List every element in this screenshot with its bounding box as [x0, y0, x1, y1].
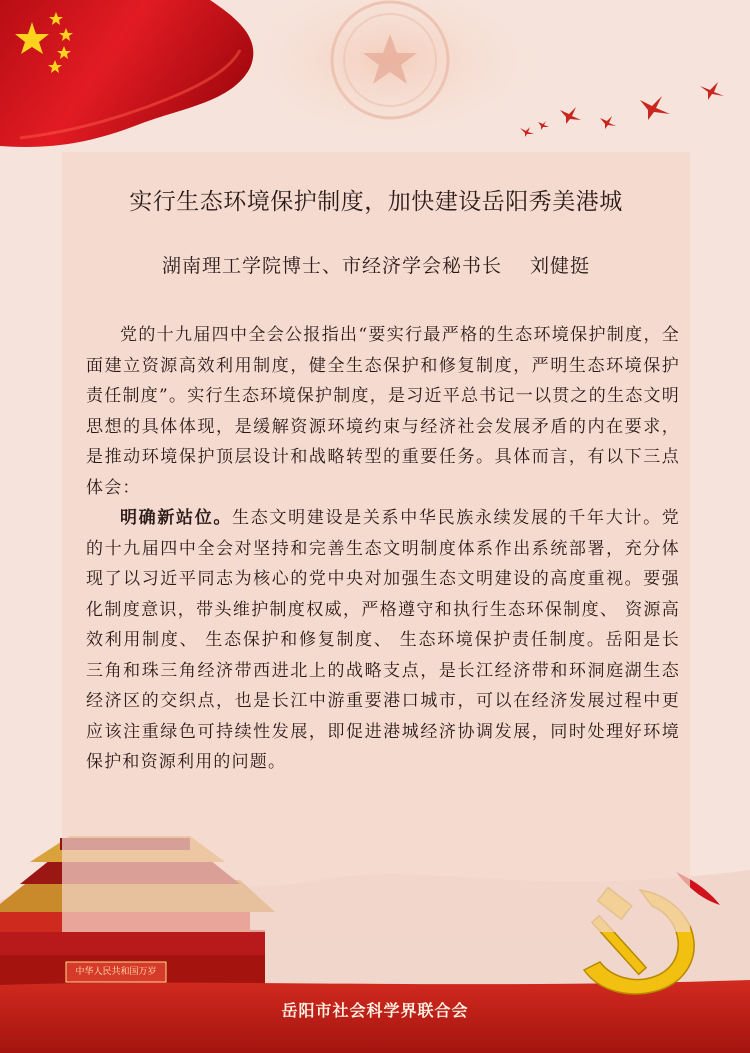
article-body: [86, 320, 680, 778]
author-line: [62, 251, 690, 278]
gate-plaque: 中华人民共和国万岁: [75, 967, 157, 977]
article-title: 实行生态环境保护制度，加快建设岳阳秀美港城: [129, 189, 623, 215]
author-name: 刘健挺: [530, 255, 591, 277]
paragraph-lead: 明确新站位。: [120, 508, 233, 528]
paragraph-new-position: [86, 503, 680, 778]
flying-doves: [520, 82, 724, 137]
paragraph-intro: 党的十九届四中全会公报指出“要实行最严格的生态环境保护制度，全面建立资源高效利用制度，健全生态保护和修复制度，严明生态环境保护责任制度”。实行生态环境保护制度，是习近平总书记一以贯之的生态文明思想的具体体现，是缓解资源环境约束与经济社会发展矛盾的内在要求，是推动环境保护顶层设计和战略转型的重要任务。具体而言，有以下三点体会：: [86, 325, 680, 498]
top-glow: [220, 0, 560, 150]
footer-organization: 岳阳市社会科学界联合会: [281, 1001, 469, 1020]
author-role: 湖南理工学院博士、市经济学会秘书长: [161, 255, 502, 277]
paragraph-text: 生态文明建设是关系中华民族永续发展的千年大计。党的十九届四中全会对坚持和完善生态文明制度体系作出系统部署，充分体现了以习近平同志为核心的党中央对加强生态文明建设的高度重视。要强化制度意识，带头维护制度权威，严格遵守和执行生态环保制度、 资源高效利用制度、 生态保护和修复制度、 生态环境保护责任制度。岳阳是长三角和珠三角经济带西进北上的战略支点，是长江经济带和环洞庭湖生态经济区的交织点，也是长江中游重要港口城市，可以在经济发展过程中更应该注重绿色可持续性发展，即促进港城经济协调发展，同时处理好环境保护和资源利用的问题。: [86, 508, 680, 772]
